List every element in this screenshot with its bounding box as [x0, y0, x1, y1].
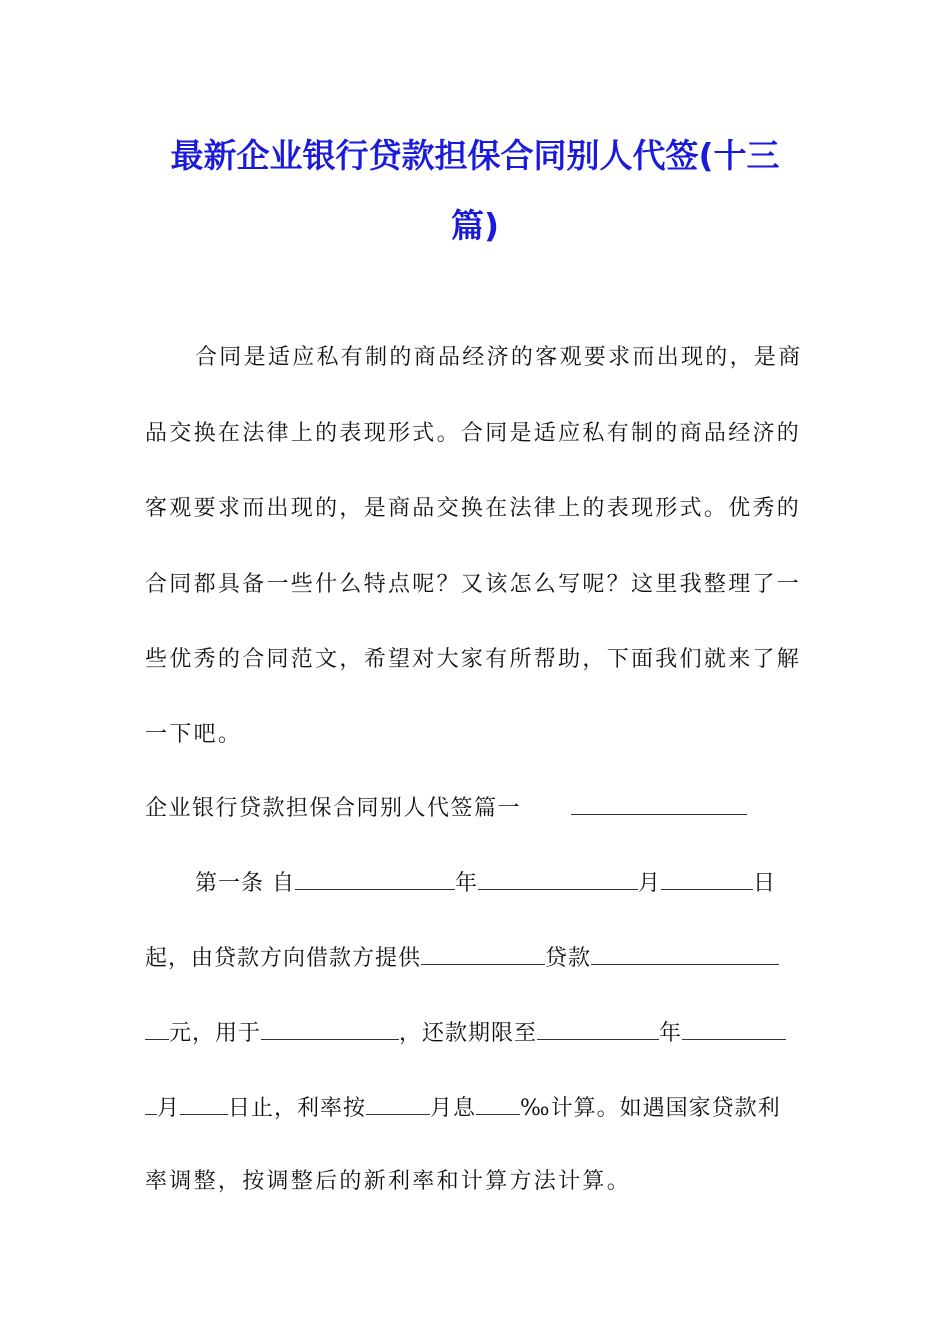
fill-blank [421, 944, 545, 965]
article-text: 年 [455, 871, 479, 896]
fill-blank [537, 1019, 659, 1040]
fill-blank [366, 1094, 430, 1115]
article-text: 日止，利率按 [228, 1096, 367, 1121]
fill-blank [661, 869, 753, 890]
article-text: 元，用于 [169, 1021, 262, 1046]
fill-blank [478, 869, 638, 890]
fill-blank [682, 1019, 786, 1040]
article-1-line-3 [145, 1019, 810, 1049]
article-text: ，还款期限至 [399, 1021, 538, 1046]
article-text: ‰计算。如遇国家贷款利 [520, 1096, 781, 1121]
article-1-line-2 [145, 944, 810, 974]
article-1-line-4 [145, 1094, 810, 1124]
article-text: 月 [638, 871, 662, 896]
article-text: 日 [753, 871, 777, 896]
article-text: 年 [659, 1021, 683, 1046]
intro-line-3: 客观要求而出现的，是商品交换在法律上的表现形式。优秀的 [145, 496, 802, 521]
fill-blank [295, 869, 455, 890]
section-heading [145, 794, 810, 824]
intro-line-2: 品交换在法律上的表现形式。合同是适应私有制的商品经济的 [145, 421, 802, 446]
fill-blank [261, 1019, 399, 1040]
intro-line-6: 一下吧。 [145, 722, 243, 747]
heading-blank [571, 794, 747, 815]
fill-blank [145, 1094, 157, 1115]
article-1-line-5: 率调整，按调整后的新利率和计算方法计算。 [145, 1169, 632, 1194]
article-1-line-1 [145, 869, 810, 899]
article-text: 第一条 自 [195, 871, 295, 896]
article-text: 月 [157, 1096, 181, 1121]
document-title-line-2: 篇) [450, 206, 500, 245]
intro-line-4: 合同都具备一些什么特点呢？又该怎么写呢？这里我整理了一 [145, 572, 802, 597]
article-text: 月息 [430, 1096, 477, 1121]
fill-blank [476, 1094, 520, 1115]
fill-blank [180, 1094, 228, 1115]
fill-blank [145, 1019, 169, 1040]
section-heading-text: 企业银行贷款担保合同别人代签篇一 [145, 796, 522, 821]
intro-line-1: 合同是适应私有制的商品经济的客观要求而出现的，是商 [195, 345, 803, 370]
fill-blank [591, 944, 779, 965]
article-text: 起，由贷款方向借款方提供 [145, 946, 422, 971]
intro-line-5: 些优秀的合同范文，希望对大家有所帮助，下面我们就来了解 [145, 647, 802, 672]
document-title-line-1: 最新企业银行贷款担保合同别人代签(十三 [170, 136, 780, 175]
article-text: 贷款 [545, 946, 592, 971]
